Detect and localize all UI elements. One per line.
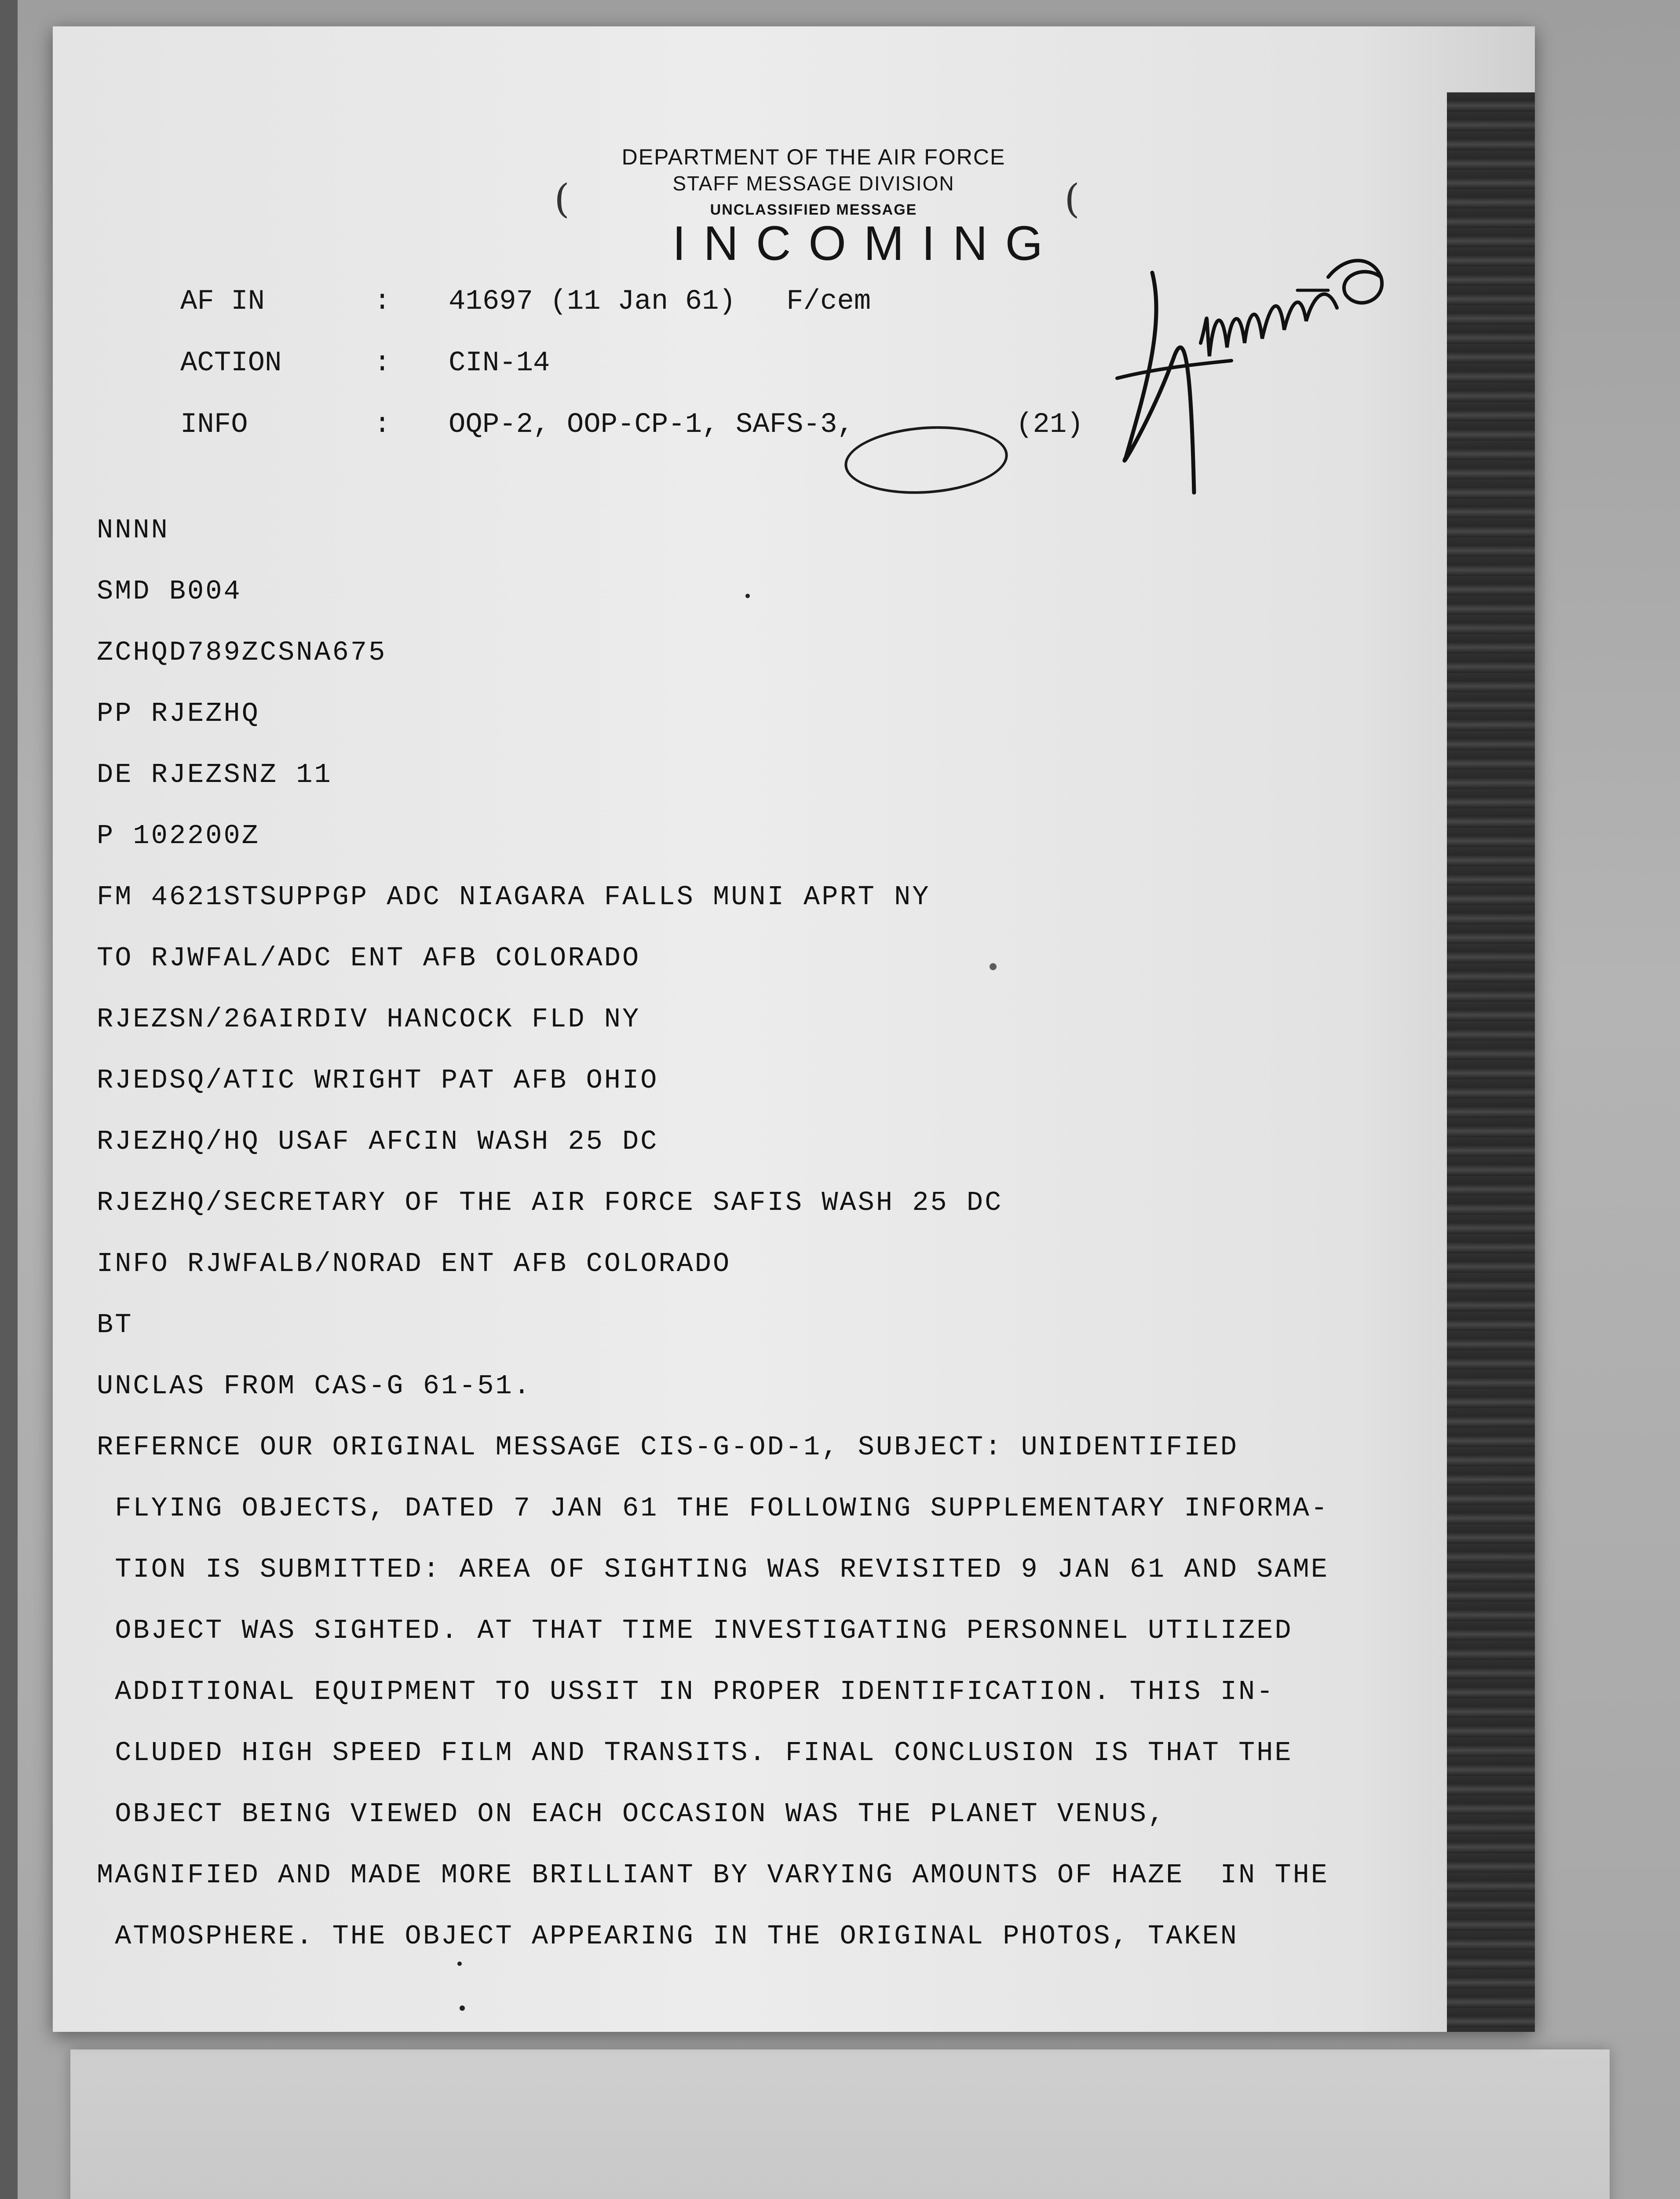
dust-speck: [460, 2005, 465, 2011]
routing-copy-count: (21): [1016, 409, 1084, 441]
message-line: CLUDED HIGH SPEED FILM AND TRANSITS. FINAL CONCLUSION IS THAT THE: [97, 1737, 1293, 1768]
message-body: [97, 515, 1425, 1982]
bracket-mark-left: (: [554, 176, 570, 222]
scan-shadow-strip: [1447, 92, 1535, 2032]
routing-value: 41697 (11 Jan 61) F/cem: [449, 286, 871, 318]
message-line: PP RJEZHQ: [97, 698, 260, 729]
routing-colon: :: [374, 347, 391, 379]
film-edge: [0, 0, 18, 2199]
message-line: RJEZHQ/HQ USAF AFCIN WASH 25 DC: [97, 1126, 659, 1157]
message-line: TION IS SUBMITTED: AREA OF SIGHTING WAS REVISITED 9 JAN 61 AND SAME: [97, 1554, 1329, 1585]
message-line: MAGNIFIED AND MADE MORE BRILLIANT BY VARYING AMOUNTS OF HAZE IN THE: [97, 1859, 1329, 1891]
message-line: RJEZHQ/SECRETARY OF THE AIR FORCE SAFIS WASH 25 DC: [97, 1187, 1003, 1218]
message-page: [53, 26, 1535, 2032]
message-line: RJEZSN/26AIRDIV HANCOCK FLD NY: [97, 1004, 641, 1035]
message-line: OBJECT BEING VIEWED ON EACH OCCASION WAS THE PLANET VENUS,: [97, 1798, 1166, 1830]
message-line: ZCHQD789ZCSNA675: [97, 637, 387, 668]
routing-value: CIN-14: [449, 347, 550, 379]
message-line: REFERNCE OUR ORIGINAL MESSAGE CIS-G-OD-1, SUBJECT: UNIDENTIFIED: [97, 1432, 1238, 1463]
message-line: NNNN: [97, 515, 169, 546]
message-line: ATMOSPHERE. THE OBJECT APPEARING IN THE ORIGINAL PHOTOS, TAKEN: [97, 1921, 1238, 1952]
message-line: FM 4621STSUPPGP ADC NIAGARA FALLS MUNI APRT NY: [97, 881, 931, 913]
incoming-title: INCOMING: [672, 216, 1061, 270]
handwritten-signature: [1099, 211, 1407, 501]
underlying-sheet: [70, 2049, 1610, 2199]
routing-row-action: [180, 347, 1236, 409]
bracket-mark-right: (: [1064, 176, 1080, 222]
message-line: RJEDSQ/ATIC WRIGHT PAT AFB OHIO: [97, 1065, 659, 1096]
message-line: FLYING OBJECTS, DATED 7 JAN 61 THE FOLLOWING SUPPLEMENTARY INFORMA-: [97, 1493, 1329, 1524]
division-heading: STAFF MESSAGE DIVISION: [672, 172, 955, 195]
department-heading: DEPARTMENT OF THE AIR FORCE: [621, 145, 1006, 169]
message-line: TO RJWFAL/ADC ENT AFB COLORADO: [97, 942, 641, 974]
message-line: OBJECT WAS SIGHTED. AT THAT TIME INVESTIGATING PERSONNEL UTILIZED: [97, 1615, 1293, 1646]
dust-speck: [745, 594, 750, 598]
message-line: P 102200Z: [97, 820, 260, 851]
dust-speck: [457, 1962, 462, 1966]
message-line: DE RJEZSNZ 11: [97, 759, 332, 790]
routing-value: OQP-2, OOP-CP-1, SAFS-3,: [449, 409, 854, 441]
message-line: UNCLAS FROM CAS-G 61-51.: [97, 1370, 532, 1402]
message-line: INFO RJWFALB/NORAD ENT AFB COLORADO: [97, 1248, 731, 1279]
routing-row-af-in: [180, 286, 1236, 347]
message-line: SMD B004: [97, 576, 242, 607]
message-line: BT: [97, 1309, 133, 1341]
routing-label: ACTION: [180, 347, 282, 379]
message-line: ADDITIONAL EQUIPMENT TO USSIT IN PROPER IDENTIFICATION. THIS IN-: [97, 1676, 1275, 1707]
dust-speck: [990, 963, 997, 970]
routing-label: AF IN: [180, 286, 265, 318]
classification-heading: UNCLASSIFIED MESSAGE: [710, 201, 917, 218]
routing-colon: :: [374, 409, 391, 441]
routing-colon: :: [374, 286, 391, 318]
routing-label: INFO: [180, 409, 248, 441]
routing-block: [180, 286, 1236, 471]
routing-row-info: [180, 409, 1236, 471]
